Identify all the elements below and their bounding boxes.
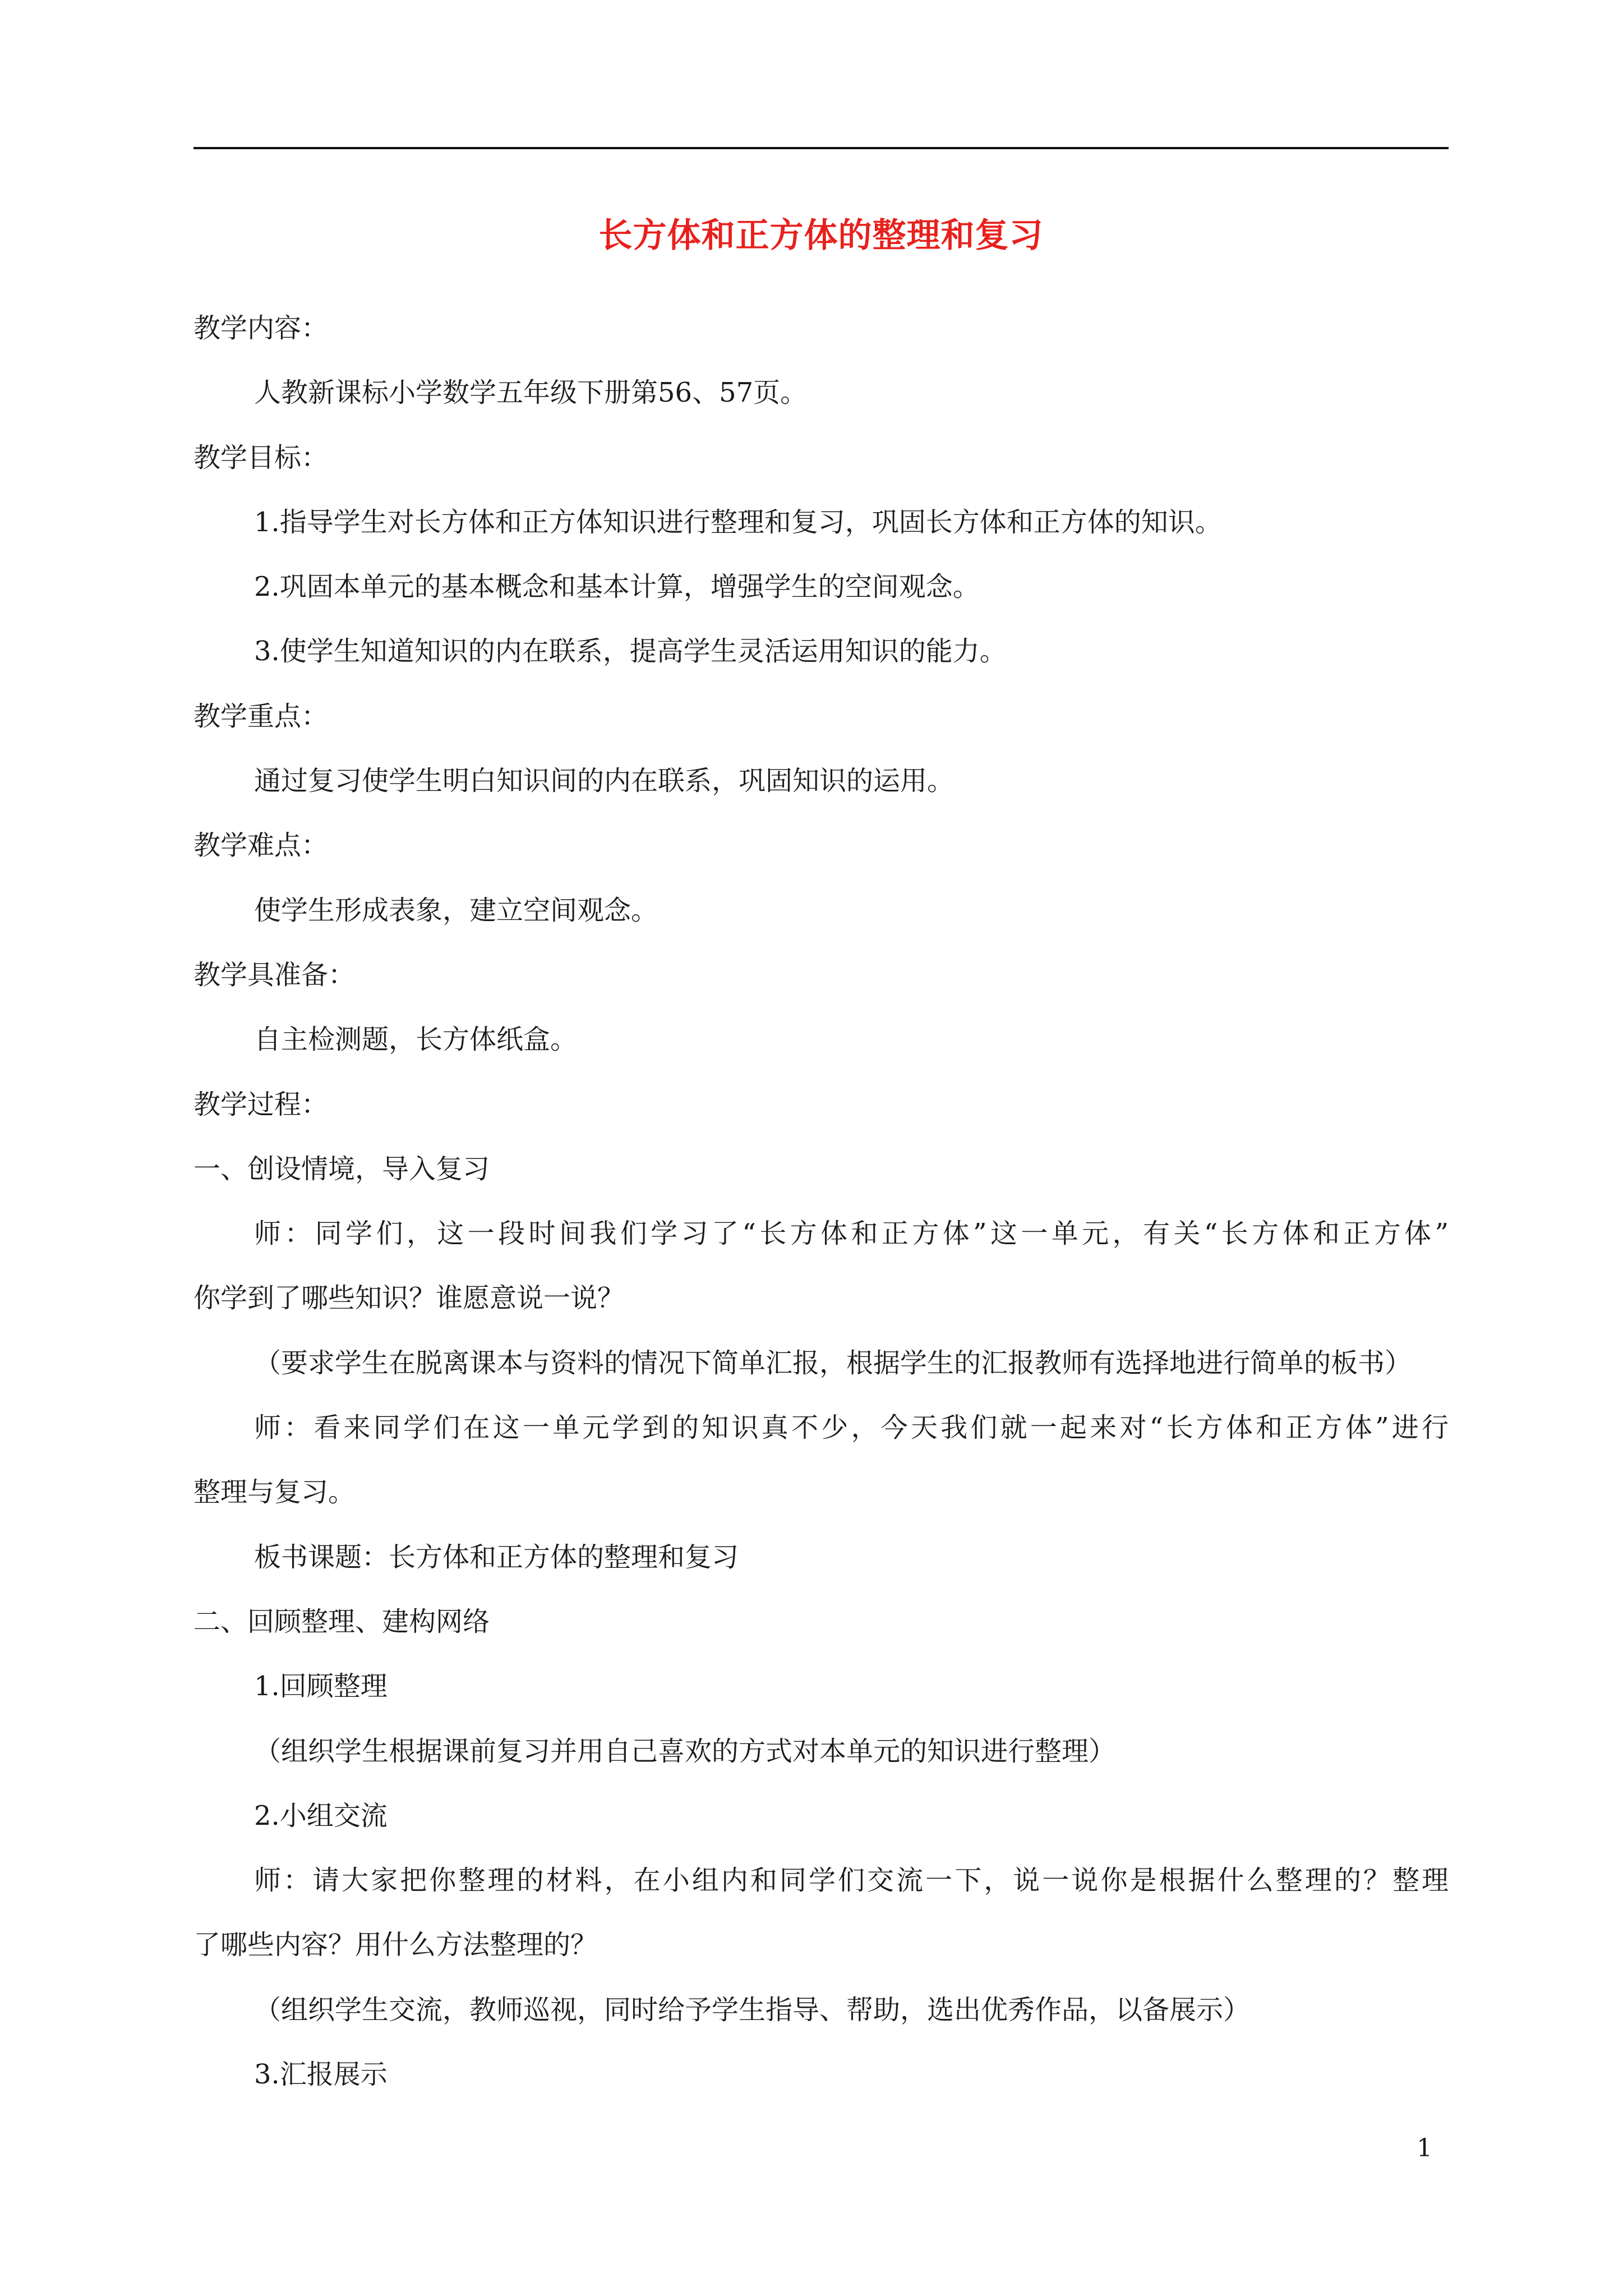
dialogue-line-continued: 整理与复习。 [193, 1476, 356, 1508]
stage-direction: （要求学生在脱离课本与资料的情况下简单汇报，根据学生的汇报教师有选择地进行简单的板书） [254, 1347, 1412, 1379]
paragraph-difficulties: 使学生形成表象，建立空间观念。 [254, 894, 658, 926]
section-heading-materials: 教学具准备： [193, 959, 356, 991]
section-heading-process: 教学过程： [193, 1088, 329, 1120]
sub-step-heading: 2.小组交流 [254, 1800, 388, 1832]
document-title: 长方体和正方体的整理和复习 [598, 216, 1044, 255]
dialogue-line: 师：请大家把你整理的材料，在小组内和同学们交流一下，说一说你是根据什么整理的？整理 [254, 1865, 1449, 1897]
header-rule [193, 147, 1449, 149]
paragraph-textbook-ref: 人教新课标小学数学五年级下册第56、57页。 [254, 377, 808, 409]
sub-step-heading: 3.汇报展示 [254, 2059, 388, 2091]
dialogue-line: 师：看来同学们在这一单元学到的知识真不少，今天我们就一起来对“长方体和正方体”进行 [254, 1412, 1449, 1444]
stage-direction: （组织学生根据课前复习并用自己喜欢的方式对本单元的知识进行整理） [254, 1735, 1116, 1767]
dialogue-line-continued: 了哪些内容？用什么方法整理的？ [193, 1929, 598, 1961]
section-heading-content: 教学内容： [193, 312, 329, 344]
section-heading-key-points: 教学重点： [193, 700, 329, 732]
board-title-line: 板书课题：长方体和正方体的整理和复习 [254, 1541, 739, 1573]
sub-step-heading: 1.回顾整理 [254, 1671, 388, 1703]
stage-direction: （组织学生交流，教师巡视，同时给予学生指导、帮助，选出优秀作品，以备展示） [254, 1994, 1251, 2026]
dialogue-line: 师：同学们，这一段时间我们学习了“长方体和正方体”这一单元，有关“长方体和正方体” [254, 1218, 1449, 1250]
goal-item-2: 2.巩固本单元的基本概念和基本计算，增强学生的空间观念。 [254, 571, 980, 603]
section-heading-difficulties: 教学难点： [193, 830, 329, 862]
dialogue-line-continued: 你学到了哪些知识？谁愿意说一说？ [193, 1282, 625, 1314]
document-body [193, 296, 1449, 2107]
page-number: 1 [1417, 2134, 1432, 2162]
process-step-2-heading: 二、回顾整理、建构网络 [193, 1605, 490, 1637]
paragraph-materials: 自主检测题，长方体纸盒。 [254, 1024, 578, 1056]
process-step-1-heading: 一、创设情境，导入复习 [193, 1153, 490, 1185]
goal-item-1: 1.指导学生对长方体和正方体知识进行整理和复习，巩固长方体和正方体的知识。 [254, 506, 1222, 538]
paragraph-key-points: 通过复习使学生明白知识间的内在联系，巩固知识的运用。 [254, 765, 955, 797]
goal-item-3: 3.使学生知道知识的内在联系，提高学生灵活运用知识的能力。 [254, 636, 1007, 668]
section-heading-goals: 教学目标： [193, 441, 329, 473]
